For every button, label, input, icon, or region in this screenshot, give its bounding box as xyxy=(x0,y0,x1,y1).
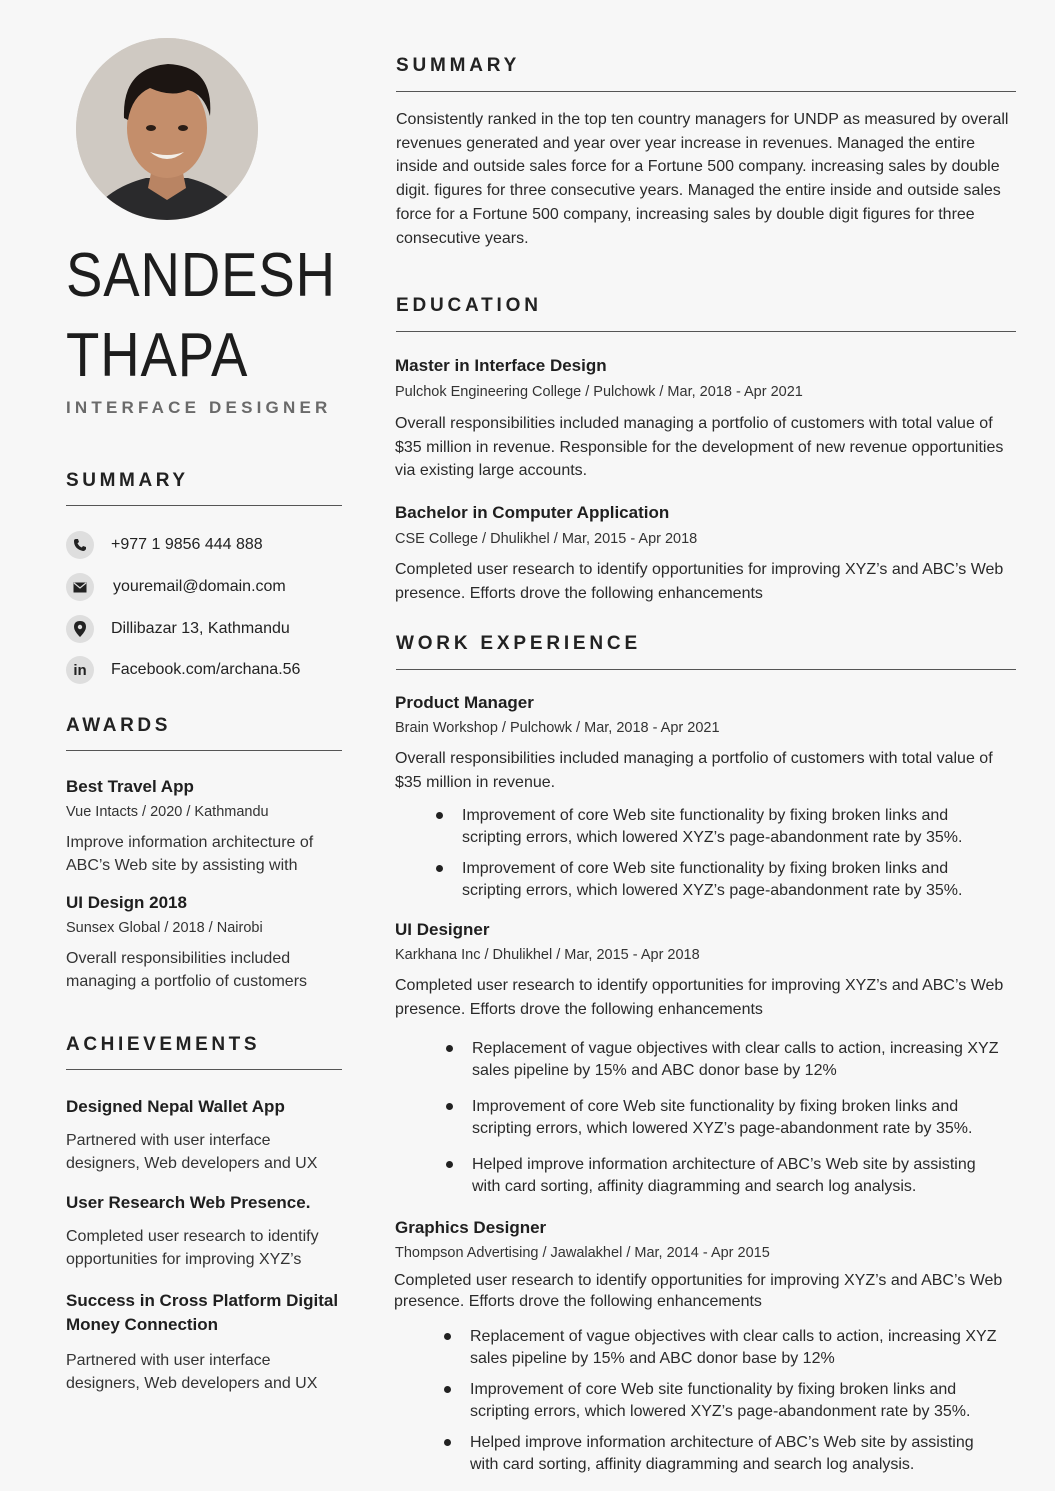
name-last: THAPA xyxy=(66,321,249,390)
education-description: Completed user research to identify opportunities for improving XYZ’s and ABC’s Web presence. Efforts drove the following enhancements xyxy=(395,561,1004,602)
linkedin-icon: in xyxy=(66,656,94,684)
job-bullets xyxy=(444,1326,1004,1476)
bullet-item: Improvement of core Web site functionality by fixing broken links and scripting errors, which lowered XYZ’s page-abandonment rate by 35%. xyxy=(444,1379,1004,1423)
bullet-item: Helped improve information architecture of ABC’s Web site by assisting with card sorting, affinity diagramming and search log analysis. xyxy=(446,1154,1006,1198)
award-title: Best Travel App xyxy=(66,777,194,796)
profile-photo xyxy=(76,38,258,220)
job-bullets xyxy=(446,1038,1006,1198)
achievements-heading: ACHIEVEMENTS xyxy=(66,1034,342,1070)
contact-heading: SUMMARY xyxy=(66,470,342,506)
contact-email[interactable] xyxy=(66,572,342,602)
bullet-item: Replacement of vague objectives with clear calls to action, increasing XYZ sales pipeline by 15% and ABC donor base by 12% xyxy=(446,1038,1006,1082)
phone-text: +977 1 9856 444 888 xyxy=(111,536,263,553)
job-description: Completed user research to identify opportunities for improving XYZ’s and ABC’s Web presence. Efforts drove the following enhancements xyxy=(395,977,1004,1018)
education-description: Overall responsibilities included managing a portfolio of customers with total value of $35 million in revenue. Responsible for the development of new revenue opportunities via existing large accounts. xyxy=(395,415,1004,480)
full-name xyxy=(66,236,336,396)
job-subtitle: Thompson Advertising / Jawalakhel / Mar, 2014 - Apr 2015 xyxy=(395,1245,770,1261)
contact-address xyxy=(66,614,342,644)
job-subtitle: Brain Workshop / Pulchowk / Mar, 2018 - Apr 2021 xyxy=(395,720,720,736)
job-title: Graphics Designer xyxy=(395,1218,547,1237)
education-subtitle: Pulchok Engineering College / Pulchowk / Mar, 2018 - Apr 2021 xyxy=(395,384,803,400)
achievement-title: Success in Cross Platform Digital Money Connection xyxy=(66,1291,339,1334)
bullet-item: Improvement of core Web site functionality by fixing broken links and scripting errors, which lowered XYZ’s page-abandonment rate by 35%. xyxy=(436,805,996,849)
job-description: Completed user research to identify opportunities for improving XYZ’s and ABC’s Web presence. Efforts drove the following enhancements xyxy=(394,1272,1003,1310)
award-subtitle: Vue Intacts / 2020 / Kathmandu xyxy=(66,804,269,820)
education-subtitle: CSE College / Dhulikhel / Mar, 2015 - Apr 2018 xyxy=(395,531,698,547)
job-description: Overall responsibilities included managing a portfolio of customers with total value of $35 million in revenue. xyxy=(395,750,993,791)
awards-heading: AWARDS xyxy=(66,715,342,751)
job-bullets xyxy=(436,805,996,902)
education-title: Master in Interface Design xyxy=(395,356,607,375)
award-title: UI Design 2018 xyxy=(66,893,187,912)
name-first: SANDESH xyxy=(66,241,336,310)
achievement-title: User Research Web Presence. xyxy=(66,1193,311,1212)
email-text: youremail@domain.com xyxy=(113,578,286,595)
work-heading: WORK EXPERIENCE xyxy=(396,633,1016,670)
contact-social[interactable] xyxy=(66,655,342,685)
job-title: INTERFACE DESIGNER xyxy=(66,398,332,417)
job-title: UI Designer xyxy=(395,920,490,939)
education-title: Bachelor in Computer Application xyxy=(395,503,670,522)
achievement-description: Partnered with user interface designers, Web developers and UX xyxy=(66,1352,318,1392)
award-description: Overall responsibilities included managing a portfolio of customers xyxy=(66,950,308,990)
achievement-description: Completed user research to identify opportunities for improving XYZ’s xyxy=(66,1228,319,1268)
location-pin-icon xyxy=(66,615,94,643)
bullet-item: Replacement of vague objectives with clear calls to action, increasing XYZ sales pipeline by 15% and ABC donor base by 12% xyxy=(444,1326,1004,1370)
job-subtitle: Karkhana Inc / Dhulikhel / Mar, 2015 - Apr 2018 xyxy=(395,947,700,963)
bullet-item: Helped improve information architecture of ABC’s Web site by assisting with card sorting, affinity diagramming and search log analysis. xyxy=(444,1432,1004,1476)
award-description: Improve information architecture of ABC’s Web site by assisting with xyxy=(66,834,314,874)
social-text: Facebook.com/archana.56 xyxy=(111,661,301,678)
bullet-item: Improvement of core Web site functionality by fixing broken links and scripting errors, which lowered XYZ’s page-abandonment rate by 35%. xyxy=(436,858,996,902)
award-subtitle: Sunsex Global / 2018 / Nairobi xyxy=(66,920,263,936)
address-text: Dillibazar 13, Kathmandu xyxy=(111,620,290,637)
contact-phone xyxy=(66,530,342,560)
achievement-description: Partnered with user interface designers, Web developers and UX xyxy=(66,1132,318,1172)
summary-heading: SUMMARY xyxy=(396,55,1016,92)
summary-text: Consistently ranked in the top ten country managers for UNDP as measured by overall revenues generated and year over year increase in revenues. Managed the entire inside and outside sales force for a Fortune 500 company. increasing sales by double digit. figures for three consecutive years. Managed the entire inside and outside sales force for a Fortune 500 company, increasing sales by double digit figures for three consecutive years. xyxy=(396,111,1009,247)
mail-icon xyxy=(66,573,94,601)
education-heading: EDUCATION xyxy=(396,295,1016,332)
achievement-title: Designed Nepal Wallet App xyxy=(66,1097,285,1116)
phone-icon xyxy=(66,531,94,559)
bullet-item: Improvement of core Web site functionality by fixing broken links and scripting errors, which lowered XYZ’s page-abandonment rate by 35%. xyxy=(446,1096,1006,1140)
job-title: Product Manager xyxy=(395,693,534,712)
